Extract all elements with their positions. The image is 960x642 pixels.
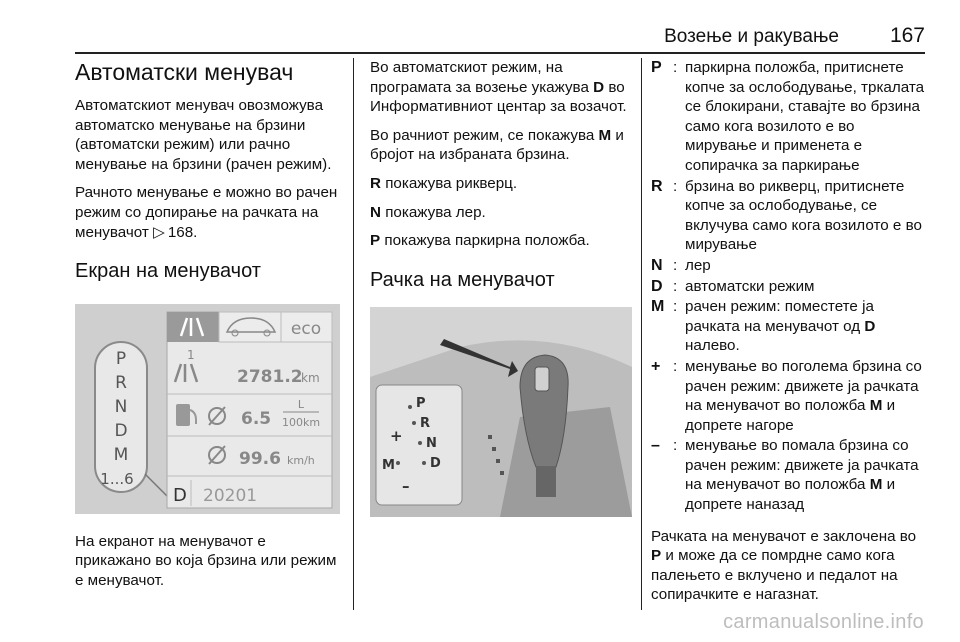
tab-road	[167, 312, 219, 342]
fuel-pump-icon	[176, 404, 190, 426]
trip-unit: km	[301, 371, 320, 386]
gear-label: N	[114, 397, 128, 418]
page-number: 167	[889, 24, 925, 47]
text-run: рачен режим: поместете ја рачката на менувачот од	[685, 298, 874, 335]
text-run: и може да се помрдне само кога палењето е вклучено и педалот на сопирачките е нагазнат.	[651, 547, 898, 604]
lock-paragraph	[651, 527, 929, 605]
page-header	[75, 20, 925, 54]
intro-paragraph: Автоматскиот менувач овозможува автоматско менување на брзини (автоматски режим) или рачно менување на брзини (рачен режим).	[75, 97, 332, 173]
speed-unit: km/h	[287, 454, 315, 468]
lever-shaft	[536, 467, 556, 497]
definition-value: паркирна положба, притиснете копче за ослободување, тркалата се блокирани, ставајте во брзина само кога возилото е во мирување и применета е сопирачка за паркирање	[685, 59, 925, 174]
gear-symbol: D	[593, 78, 605, 96]
colon: :	[673, 256, 678, 274]
definition-value	[685, 357, 929, 435]
transmission-display-figure	[75, 304, 340, 514]
definition-row	[651, 58, 929, 176]
article-title: Автоматски менувач	[75, 59, 294, 85]
definition-value: лер	[685, 256, 711, 274]
text-run: и бројот на избраната брзина.	[370, 126, 624, 164]
consumption-unit-top: L	[297, 398, 305, 412]
auto-mode-paragraph	[370, 58, 638, 117]
column-divider	[641, 58, 642, 610]
definition-row	[651, 277, 929, 297]
definition-value: автоматски режим	[685, 277, 815, 295]
gear-symbol: M	[869, 476, 883, 494]
colon: :	[673, 357, 678, 375]
gear-definitions	[651, 58, 929, 515]
text-run: во Информативниот центар за возачот.	[370, 78, 627, 116]
text-run: покажува лер.	[380, 203, 486, 221]
definition-key: M	[651, 298, 665, 316]
gear-label: R	[115, 373, 127, 394]
text-run: и допрете нагоре	[685, 397, 896, 434]
pattern-label: –	[402, 476, 410, 495]
column-3	[651, 58, 929, 614]
definition-row	[651, 436, 929, 514]
gear-symbol: M	[869, 397, 883, 415]
trip-value: 2781.2	[237, 367, 303, 388]
text-run: и допрете наназад	[685, 476, 896, 514]
definition-row	[651, 256, 929, 276]
trip-number: 1	[187, 348, 195, 363]
column-divider	[353, 58, 354, 610]
text-run: Во рачниот режим, се покажува	[370, 126, 599, 144]
column-1	[75, 58, 343, 600]
text-run: налево.	[685, 337, 740, 355]
definition-key: –	[651, 437, 660, 455]
odometer-value: 20201	[203, 486, 258, 507]
colon: :	[673, 277, 678, 295]
display-subtitle: Екран на менувачот	[75, 260, 261, 283]
consumption-unit-bottom: 100km	[281, 416, 321, 430]
gear-symbol: R	[370, 174, 381, 192]
pattern-label: +	[390, 426, 403, 445]
pattern-label: R	[420, 415, 431, 431]
gear-symbol: D	[864, 317, 876, 335]
definition-row	[651, 177, 929, 255]
reverse-paragraph	[370, 174, 638, 194]
definition-value	[685, 297, 929, 356]
neutral-paragraph	[370, 203, 638, 223]
section-title: Возење и ракување	[664, 26, 839, 47]
gear-symbol: P	[651, 547, 662, 565]
gear-symbol: P	[370, 232, 381, 250]
pattern-label: N	[426, 435, 437, 451]
consumption-value: 6.5	[241, 409, 272, 430]
definition-key: D	[651, 277, 663, 295]
column-2	[370, 58, 638, 522]
park-paragraph	[370, 231, 638, 251]
pattern-label: P	[416, 395, 426, 411]
definition-value: брзина во рикверц, притиснете копче за ослободување, се вклучува само кога возилото е во мирување	[685, 177, 922, 254]
definition-value	[685, 436, 929, 514]
text-run: покажува паркирна положба.	[380, 232, 590, 250]
manual-shift-text: Рачното менување е можно во рачен режим со допирање на рачката на менувачот	[75, 184, 338, 241]
eco-label: eco	[290, 319, 322, 340]
manual-shift-paragraph	[75, 183, 343, 242]
manual-mode-paragraph	[370, 126, 638, 165]
gear-label: P	[115, 349, 127, 370]
gear-symbol: N	[370, 203, 381, 221]
definition-row	[651, 357, 929, 435]
text-run: покажува рикверц.	[380, 174, 518, 192]
definition-row	[651, 297, 929, 356]
text-run: менување во поголема брзина со рачен режим: движете ја рачката на менувачот во положба	[685, 357, 922, 415]
page-ref-icon: ▷	[153, 223, 168, 241]
watermark: carmanualsonline.info	[723, 611, 924, 633]
gear-label: 1...6	[100, 470, 134, 489]
release-button	[535, 367, 549, 391]
definition-key: N	[651, 256, 663, 274]
gear-label: D	[114, 421, 128, 442]
gear-symbol: M	[598, 126, 612, 144]
text-run: Рачката на менувачот е заклочена во	[651, 527, 917, 545]
speed-value: 99.6	[239, 449, 281, 470]
current-gear: D	[173, 485, 187, 507]
definition-key: P	[651, 59, 662, 76]
selector-lever-figure	[370, 307, 632, 517]
colon: :	[673, 298, 678, 316]
pattern-label: M	[382, 457, 395, 473]
colon: :	[673, 59, 678, 76]
figure-caption: На екранот на менувачот е прикажано во која брзина или режим е менувачот.	[75, 532, 337, 589]
definition-key: R	[651, 177, 663, 195]
text-run: менување во помала брзина со рачен режим: движете ја рачката на менувачот во положба	[685, 437, 919, 494]
selector-lever-subtitle: Рачка на менувачот	[370, 268, 555, 291]
definition-key: +	[651, 357, 661, 375]
page-ref-link[interactable]: 168.	[167, 223, 198, 241]
colon: :	[673, 177, 678, 195]
text-run: Во автоматскиот режим, на програмата за возење укажува	[370, 59, 594, 96]
pattern-label: D	[430, 455, 441, 471]
gear-label: M	[113, 445, 129, 466]
colon: :	[673, 437, 678, 455]
